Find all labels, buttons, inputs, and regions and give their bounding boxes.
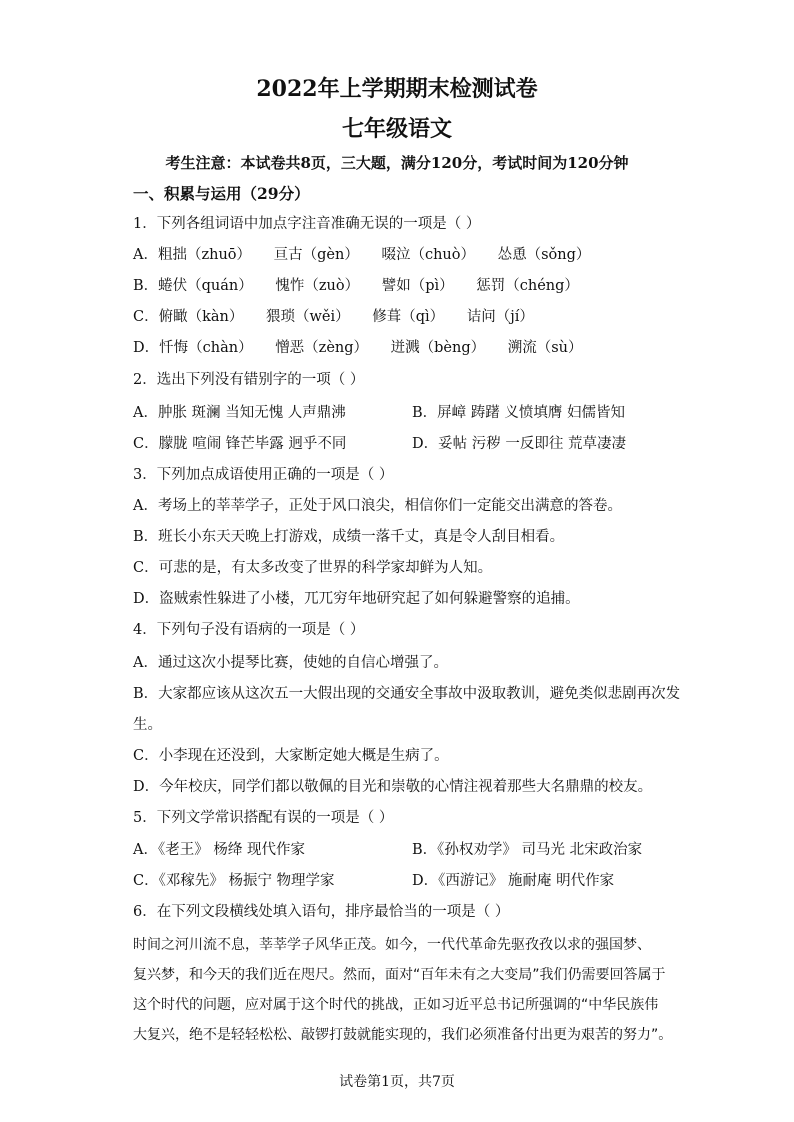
passage-line: 时间之河川流不息，莘莘学子风华正茂。如今，一代代革命先驱孜孜以求的强国梦、 (133, 937, 651, 953)
question-1-option-c (133, 305, 534, 326)
question-1-option-b (133, 274, 579, 295)
option-item: 溯流（sù） (507, 340, 583, 356)
option-item: 啜泣（chuò） (381, 247, 475, 263)
question-3-option-b: B．班长小东天天晚上打游戏，成绩一落千丈，真是令人刮目相看。 (133, 529, 565, 545)
question-3-stem: 3．下列加点成语使用正确的一项是（ ） (133, 467, 394, 483)
question-4-option-a: A．通过这次小提琴比赛，使她的自信心增强了。 (133, 655, 448, 671)
question-4-option-c: C．小李现在还没到，大家断定她大概是生病了。 (133, 748, 449, 764)
passage-line: 复兴梦，和今天的我们近在咫尺。然而，面对“百年未有之大变局”我们仍需要回答属于 (133, 967, 666, 983)
question-2-option-a: A．肿胀 斑澜 当知无愧 人声鼎沸 (133, 405, 346, 421)
option-item: 憎恶（zèng） (275, 340, 369, 356)
exam-title: 2022年上学期期末检测试卷 (256, 76, 538, 102)
question-5-option-c: C．《邓稼先》 杨振宁 物理学家 (133, 873, 335, 889)
question-3-option-d: D．盗贼索性躲进了小楼，兀兀穷年地研究起了如何躲避警察的追捕。 (133, 591, 580, 607)
option-item: 譬如（pì） (381, 278, 454, 294)
option-item: 迸溅（bèng） (390, 340, 486, 356)
question-2-option-d: D．妥帖 污秽 一反即往 荒草凄凄 (412, 436, 626, 452)
question-3-option-a: A．考场上的莘莘学子，正处于风口浪尖，相信你们一定能交出满意的答卷。 (133, 498, 622, 514)
question-6-stem: 6．在下列文段横线处填入语句，排序最恰当的一项是（ ） (133, 904, 510, 920)
question-2-stem: 2．选出下列没有错别字的一项（ ） (133, 372, 365, 388)
option-item: 惩罚（chéng） (476, 278, 579, 294)
option-item: 修葺（qì） (372, 309, 445, 325)
question-1-option-d (133, 336, 583, 357)
question-2-option-b: B．屏嶂 踌躇 义愤填膺 妇儒皆知 (412, 405, 625, 421)
question-5-stem: 5．下列文学常识搭配有误的一项是（ ） (133, 810, 394, 826)
question-4-option-b: B．大家都应该从这次五一大假出现的交通安全事故中汲取教训，避免类似悲剧再次发 (133, 686, 681, 702)
question-1-option-a (133, 243, 590, 264)
passage-line: 大复兴，绝不是轻轻松松、敲锣打鼓就能实现的，我们必须准备付出更为艰苦的努力”。 (133, 1027, 673, 1043)
page-footer: 试卷第1页，共7页 (339, 1074, 455, 1090)
question-5-option-a: A．《老王》 杨绛 现代作家 (133, 842, 305, 858)
option-item: D．忏悔（chàn） (133, 340, 253, 356)
option-item: 诘问（jí） (466, 309, 534, 325)
section-heading: 一、积累与运用（29分） (133, 184, 310, 203)
exam-notice: 考生注意：本试卷共8页，三大题，满分120分，考试时间为120分钟 (165, 154, 629, 172)
question-3-option-c: C．可悲的是，有太多改变了世界的科学家却鲜为人知。 (133, 560, 493, 576)
option-item: 愧怍（zuò） (275, 278, 360, 294)
question-4-stem: 4．下列句子没有语病的一项是（ ） (133, 622, 365, 638)
exam-subtitle: 七年级语文 (341, 116, 452, 142)
question-5-option-b: B．《孙权劝学》 司马光 北宋政治家 (412, 842, 643, 858)
option-item: 怂恿（sǒng） (497, 247, 591, 263)
question-5-option-d: D．《西游记》 施耐庵 明代作家 (412, 873, 615, 889)
option-item: B．蜷伏（quán） (133, 278, 253, 294)
option-item: C．俯瞰（kàn） (133, 309, 244, 325)
question-4-option-d: D．今年校庆，同学们都以敬佩的目光和崇敬的心情注视着那些大名鼎鼎的校友。 (133, 779, 653, 795)
question-2-option-c: C．朦胧 喧闹 锋芒毕露 迥乎不同 (133, 436, 347, 452)
option-item: 猥琐（wěi） (265, 309, 350, 325)
question-4-option-b-cont: 生。 (133, 717, 162, 733)
passage-line: 这个时代的问题，应对属于这个时代的挑战，正如习近平总书记所强调的“中华民族伟 (133, 997, 659, 1013)
question-1-stem: 1．下列各组词语中加点字注音准确无误的一项是（ ） (133, 216, 481, 232)
option-item: A．粗拙（zhuō） (133, 247, 252, 263)
option-item: 亘古（gèn） (273, 247, 359, 263)
